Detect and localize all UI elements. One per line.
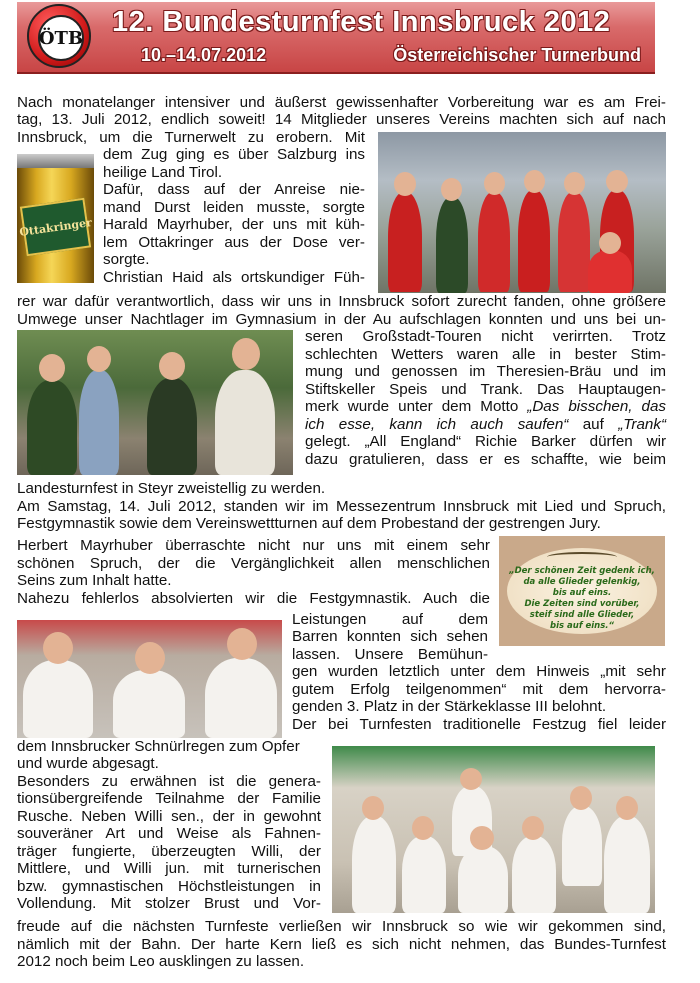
article-line: Umwege unser Nachtlager im Gymnasium in der Au aufschlagen konnten und uns bei un- bbox=[17, 311, 666, 328]
article-line: souveräner Art und Weise als Fahnen- bbox=[17, 825, 321, 842]
person-head bbox=[616, 796, 638, 820]
club-logo bbox=[27, 4, 91, 68]
person-figure bbox=[558, 192, 590, 292]
person-head bbox=[460, 768, 482, 790]
person-head bbox=[470, 826, 494, 850]
person-head bbox=[227, 628, 257, 660]
person-figure bbox=[588, 250, 632, 293]
article-line: Festgymnastik sowie dem Vereinswettturnen auf dem Probestand der gestrengen Jury. bbox=[17, 515, 601, 532]
sign-line: bis auf eins. bbox=[552, 588, 612, 598]
article-line: Innsbruck, um die Turnerwelt zu erobern. Mit bbox=[17, 129, 365, 146]
article-line: mand Durst leiden musste, sorgte bbox=[103, 199, 365, 216]
article-line: Landesturnfest in Steyr zweistellig zu werden. bbox=[17, 480, 326, 497]
person-figure bbox=[458, 846, 508, 913]
person-head bbox=[412, 816, 434, 840]
person-head bbox=[362, 796, 384, 820]
article-line: Barren konnten sich sehen bbox=[292, 628, 488, 645]
person-figure bbox=[402, 836, 446, 913]
person-head bbox=[441, 178, 462, 201]
can-lid bbox=[17, 154, 94, 168]
person-head bbox=[564, 172, 585, 195]
text-span: auf bbox=[568, 416, 619, 433]
article-line: genden 3. Platz in der Stärkeklasse III belohnt. bbox=[292, 698, 607, 715]
person-figure bbox=[215, 370, 275, 475]
person-head bbox=[159, 352, 185, 380]
article-line: Besonders zu erwähnen ist die genera- bbox=[17, 773, 321, 790]
article-line: gelegt. „All England“ Richie Barker dürfen wir bbox=[305, 433, 666, 450]
person-figure bbox=[436, 197, 468, 293]
article-line: dazu gratulieren, dass er es schaffte, wie beim bbox=[305, 451, 666, 468]
header-banner bbox=[17, 2, 655, 74]
article-line: seren Großstadt-Touren nicht verirrten. Trotz bbox=[305, 328, 666, 345]
article-line: schönen Spruch, der die Vergänglichkeit allen menschlichen bbox=[17, 555, 490, 572]
motto-quote: „Das bisschen, das bbox=[527, 398, 667, 415]
article-line: gen wurden letztlich unter dem Hinweis „mit sehr bbox=[292, 663, 666, 680]
person-head bbox=[135, 642, 165, 674]
article-line: bzw. gymnastischen Höchstleistungen in bbox=[17, 878, 321, 895]
person-figure bbox=[23, 660, 93, 738]
article-line: Vollendung. Mit stolzer Brust und Vor- bbox=[17, 895, 321, 912]
person-head bbox=[394, 172, 416, 196]
sign-ornament bbox=[547, 552, 617, 562]
article-line: lem Ottakringer aus der Dose ver- bbox=[103, 234, 365, 251]
article-line: tionsübergreifende Teilnahme der Familie bbox=[17, 790, 321, 807]
person-figure bbox=[518, 190, 550, 292]
person-head bbox=[599, 232, 621, 254]
article-line: sorgte. bbox=[103, 251, 150, 268]
person-figure bbox=[147, 378, 197, 475]
article-line bbox=[305, 398, 666, 415]
article-line: Dafür, dass auf der Anreise nie- bbox=[103, 181, 365, 198]
person-figure bbox=[562, 806, 602, 886]
article-line: Am Samstag, 14. Juli 2012, standen wir im Messezentrum Innsbruck mit Lied und Spruch, bbox=[17, 498, 666, 515]
article-line: nämlich mit der Bahn. Der harte Kern ließ es sich nicht nehmen, das Bundes-Turnfest bbox=[17, 936, 666, 953]
person-figure bbox=[478, 192, 510, 292]
person-head bbox=[232, 338, 260, 370]
club-logo-text: ÖTB bbox=[38, 15, 84, 61]
person-head bbox=[39, 354, 65, 382]
article-line: Leistungen auf dem bbox=[292, 611, 488, 628]
article-line: 2012 noch beim Leo ausklingen zu lassen. bbox=[17, 953, 305, 970]
can-label: Ottakringer bbox=[20, 198, 91, 257]
article-line: Mittlere, und Willi jun. mit turnerischen bbox=[17, 860, 321, 877]
article-line: rer war dafür verantwortlich, dass wir uns in Innsbruck sofort zurecht fanden, ohne größere bbox=[17, 293, 666, 310]
person-head bbox=[606, 170, 628, 193]
article-line: und wurde abgesagt. bbox=[17, 755, 159, 772]
article-line: schlechten Wetters waren alle in bester Stim- bbox=[305, 346, 666, 363]
group-at-train-photo bbox=[378, 132, 666, 293]
article-line: träger fungierte, überzeugten Willi, der bbox=[17, 843, 321, 860]
person-figure bbox=[79, 370, 119, 475]
motto-quote: ich esse, kann ich auch saufen“ bbox=[305, 416, 569, 433]
article-line: Seins zum Inhalt hatte. bbox=[17, 572, 172, 589]
article-line: Stiftskeller Speis und Trank. Das Hauptaugen- bbox=[305, 381, 666, 398]
person-head bbox=[87, 346, 111, 372]
person-figure bbox=[205, 658, 277, 738]
person-figure bbox=[388, 192, 422, 292]
article-line: heilige Land Tirol. bbox=[103, 164, 223, 181]
banner-organization: Österreichischer Turnerbund bbox=[393, 45, 641, 65]
article-line: tag, 13. Juli 2012, endlich soweit! 14 Mitglieder unseres Vereins machten sich auf nach bbox=[17, 111, 666, 128]
banner-dates: 10.–14.07.2012 bbox=[141, 45, 267, 65]
motto-quote: „Trank“ bbox=[618, 416, 666, 433]
sign-line: bis auf eins.“ bbox=[550, 621, 614, 631]
article-line: Nahezu fehlerlos absolvierten wir die Festgymnastik. Auch die bbox=[17, 590, 490, 607]
person-head bbox=[484, 172, 505, 195]
wooden-sign-photo bbox=[499, 536, 665, 646]
article-line: Christian Haid als ortskundiger Füh- bbox=[103, 269, 365, 286]
beer-can-photo bbox=[17, 154, 94, 283]
hikers-in-lederhosen-photo bbox=[17, 330, 293, 475]
article-line: Herbert Mayrhuber überraschte nicht nur uns mit einem sehr bbox=[17, 537, 490, 554]
team-group-photo bbox=[332, 746, 655, 913]
sign-line: da alle Glieder gelenkig, bbox=[523, 577, 641, 587]
person-figure bbox=[352, 816, 396, 913]
person-head bbox=[522, 816, 544, 840]
person-figure bbox=[27, 380, 77, 475]
sign-line: steif sind alle Glieder, bbox=[529, 610, 635, 620]
sign-line: „Der schönen Zeit gedenk ich, bbox=[509, 566, 655, 576]
article-line: Rusche. Neben Willi sen., der in gewohnt bbox=[17, 808, 321, 825]
person-figure bbox=[512, 836, 556, 913]
person-figure bbox=[604, 816, 650, 913]
article-line bbox=[305, 416, 666, 433]
sign-text bbox=[507, 566, 657, 632]
banner-title: 12. Bundesturnfest Innsbruck 2012 bbox=[112, 6, 611, 38]
article-line: lassen. Unsere Bemühun- bbox=[292, 646, 488, 663]
article-line: freude auf die nächsten Turnfeste verließen wir Innsbruck so wie wir gekommen sind, bbox=[17, 918, 666, 935]
article-line: dem Innsbrucker Schnürlregen zum Opfer bbox=[17, 738, 300, 755]
person-head bbox=[524, 170, 545, 193]
article-line: mung und genossen im Theresien-Bräu und im bbox=[305, 363, 666, 380]
person-figure bbox=[113, 670, 185, 738]
article-line: Der bei Turnfesten traditionelle Festzug fiel leider bbox=[292, 716, 666, 733]
sign-line: Die Zeiten sind vorüber, bbox=[524, 599, 640, 609]
person-head bbox=[43, 632, 73, 664]
article-line: Harald Mayrhuber, der uns mit küh- bbox=[103, 216, 365, 233]
article-line: Nach monatelanger intensiver und äußerst gewissenhafter Vorbereitung war es am Frei- bbox=[17, 94, 666, 111]
gymnasts-flag-photo bbox=[17, 620, 282, 738]
article-line: gutem Erfolg teilgenommen“ mit dem hervorra- bbox=[292, 681, 666, 698]
person-head bbox=[570, 786, 592, 810]
text-span: merk wurde unter dem Motto bbox=[305, 398, 528, 415]
article-line: dem Zug ging es über Salzburg ins bbox=[103, 146, 365, 163]
